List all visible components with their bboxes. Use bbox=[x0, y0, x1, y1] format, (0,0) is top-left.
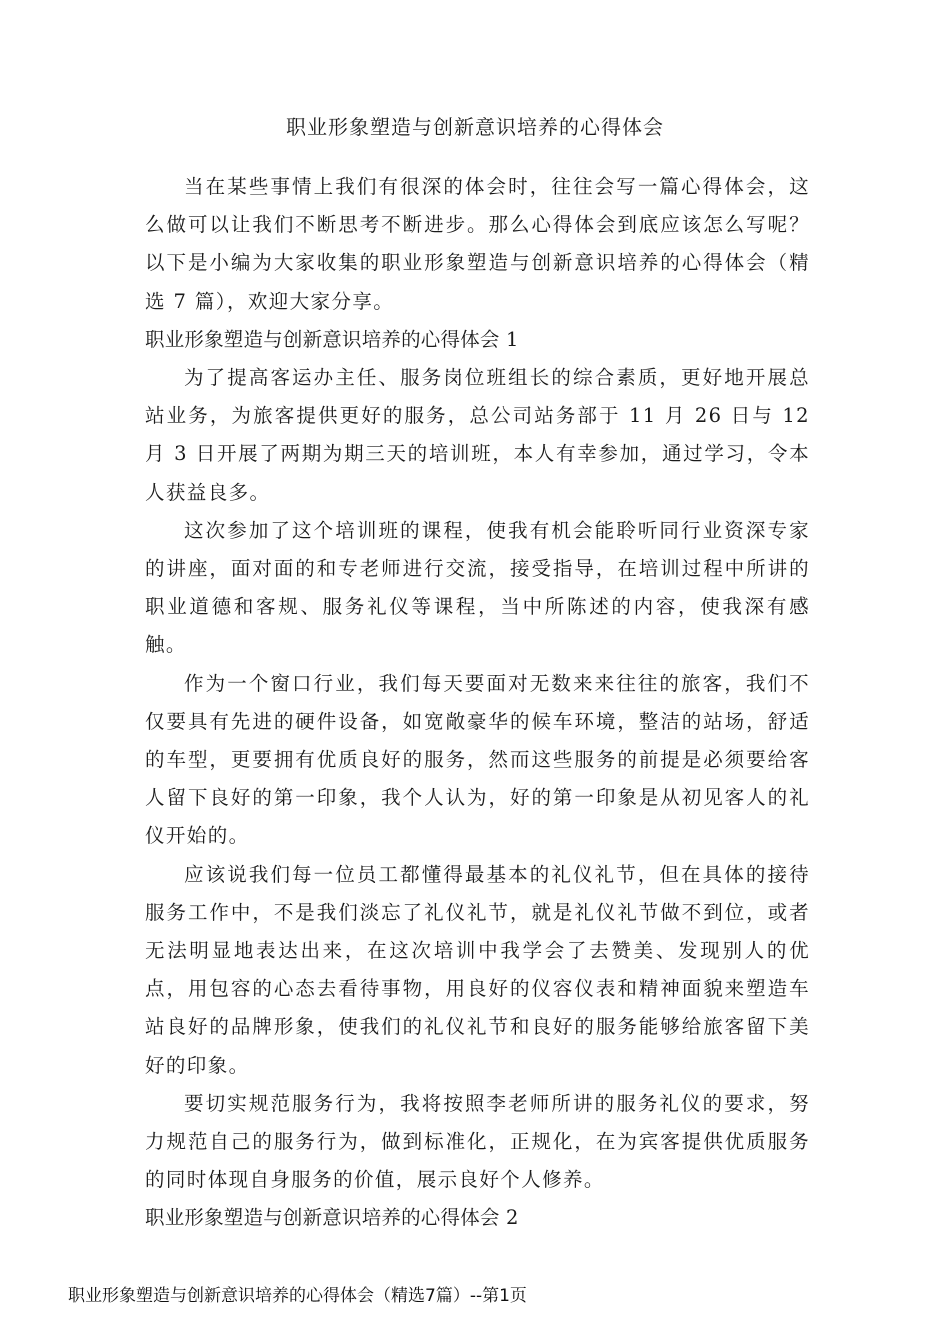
body-paragraph: 这次参加了这个培训班的课程，使我有机会能聆听同行业资深专家的讲座，面对面的和专老师进行交流，接受指导，在培训过程中所讲的职业道德和客规、服务礼仪等课程，当中所陈述的内容，使我深有感触。 bbox=[145, 518, 810, 657]
document-title: 职业形象塑造与创新意识培养的心得体会 bbox=[286, 115, 664, 139]
body-paragraph: 为了提高客运办主任、服务岗位班组长的综合素质，更好地开展总站业务，为旅客提供更好的服务，总公司站务部于 11 月 26 日与 12 月 3 日开展了两期为期三天的培训班，本人有幸参加，通过学习，令本人获益良多。 bbox=[145, 366, 810, 504]
body-paragraph: 作为一个窗口行业，我们每天要面对无数来来往往的旅客，我们不仅要具有先进的硬件设备，如宽敞豪华的候车环境，整洁的站场，舒适的车型，更要拥有优质良好的服务，然而这些服务的前提是必须要给客人留下良好的第一印象，我个人认为，好的第一印象是从初见客人的礼仪开始的。 bbox=[145, 671, 810, 848]
section-heading-1: 职业形象塑造与创新意识培养的心得体会 1 bbox=[145, 327, 519, 351]
page-footer: 职业形象塑造与创新意识培养的心得体会（精选7篇）--第1页 bbox=[68, 1286, 527, 1306]
document-body bbox=[145, 168, 810, 1238]
body-paragraph: 应该说我们每一位员工都懂得最基本的礼仪礼节，但在具体的接待服务工作中，不是我们淡忘了礼仪礼节，就是礼仪礼节做不到位，或者无法明显地表达出来，在这次培训中我学会了去赞美、发现别人的优点，用包容的心态去看待事物，用良好的仪容仪表和精神面貌来塑造车站良好的品牌形象，使我们的礼仪礼节和良好的服务能够给旅客留下美好的印象。 bbox=[145, 862, 810, 1077]
intro-paragraph: 当在某些事情上我们有很深的体会时，往往会写一篇心得体会，这么做可以让我们不断思考不断进步。那么心得体会到底应该怎么写呢？以下是小编为大家收集的职业形象塑造与创新意识培养的心得体会（精选 7 篇），欢迎大家分享。 bbox=[145, 175, 810, 313]
body-paragraph: 要切实规范服务行为，我将按照李老师所讲的服务礼仪的要求，努力规范自己的服务行为，做到标准化，正规化，在为宾客提供优质服务的同时体现自身服务的价值，展示良好个人修养。 bbox=[145, 1091, 810, 1192]
section-heading-2: 职业形象塑造与创新意识培养的心得体会 2 bbox=[145, 1206, 519, 1230]
